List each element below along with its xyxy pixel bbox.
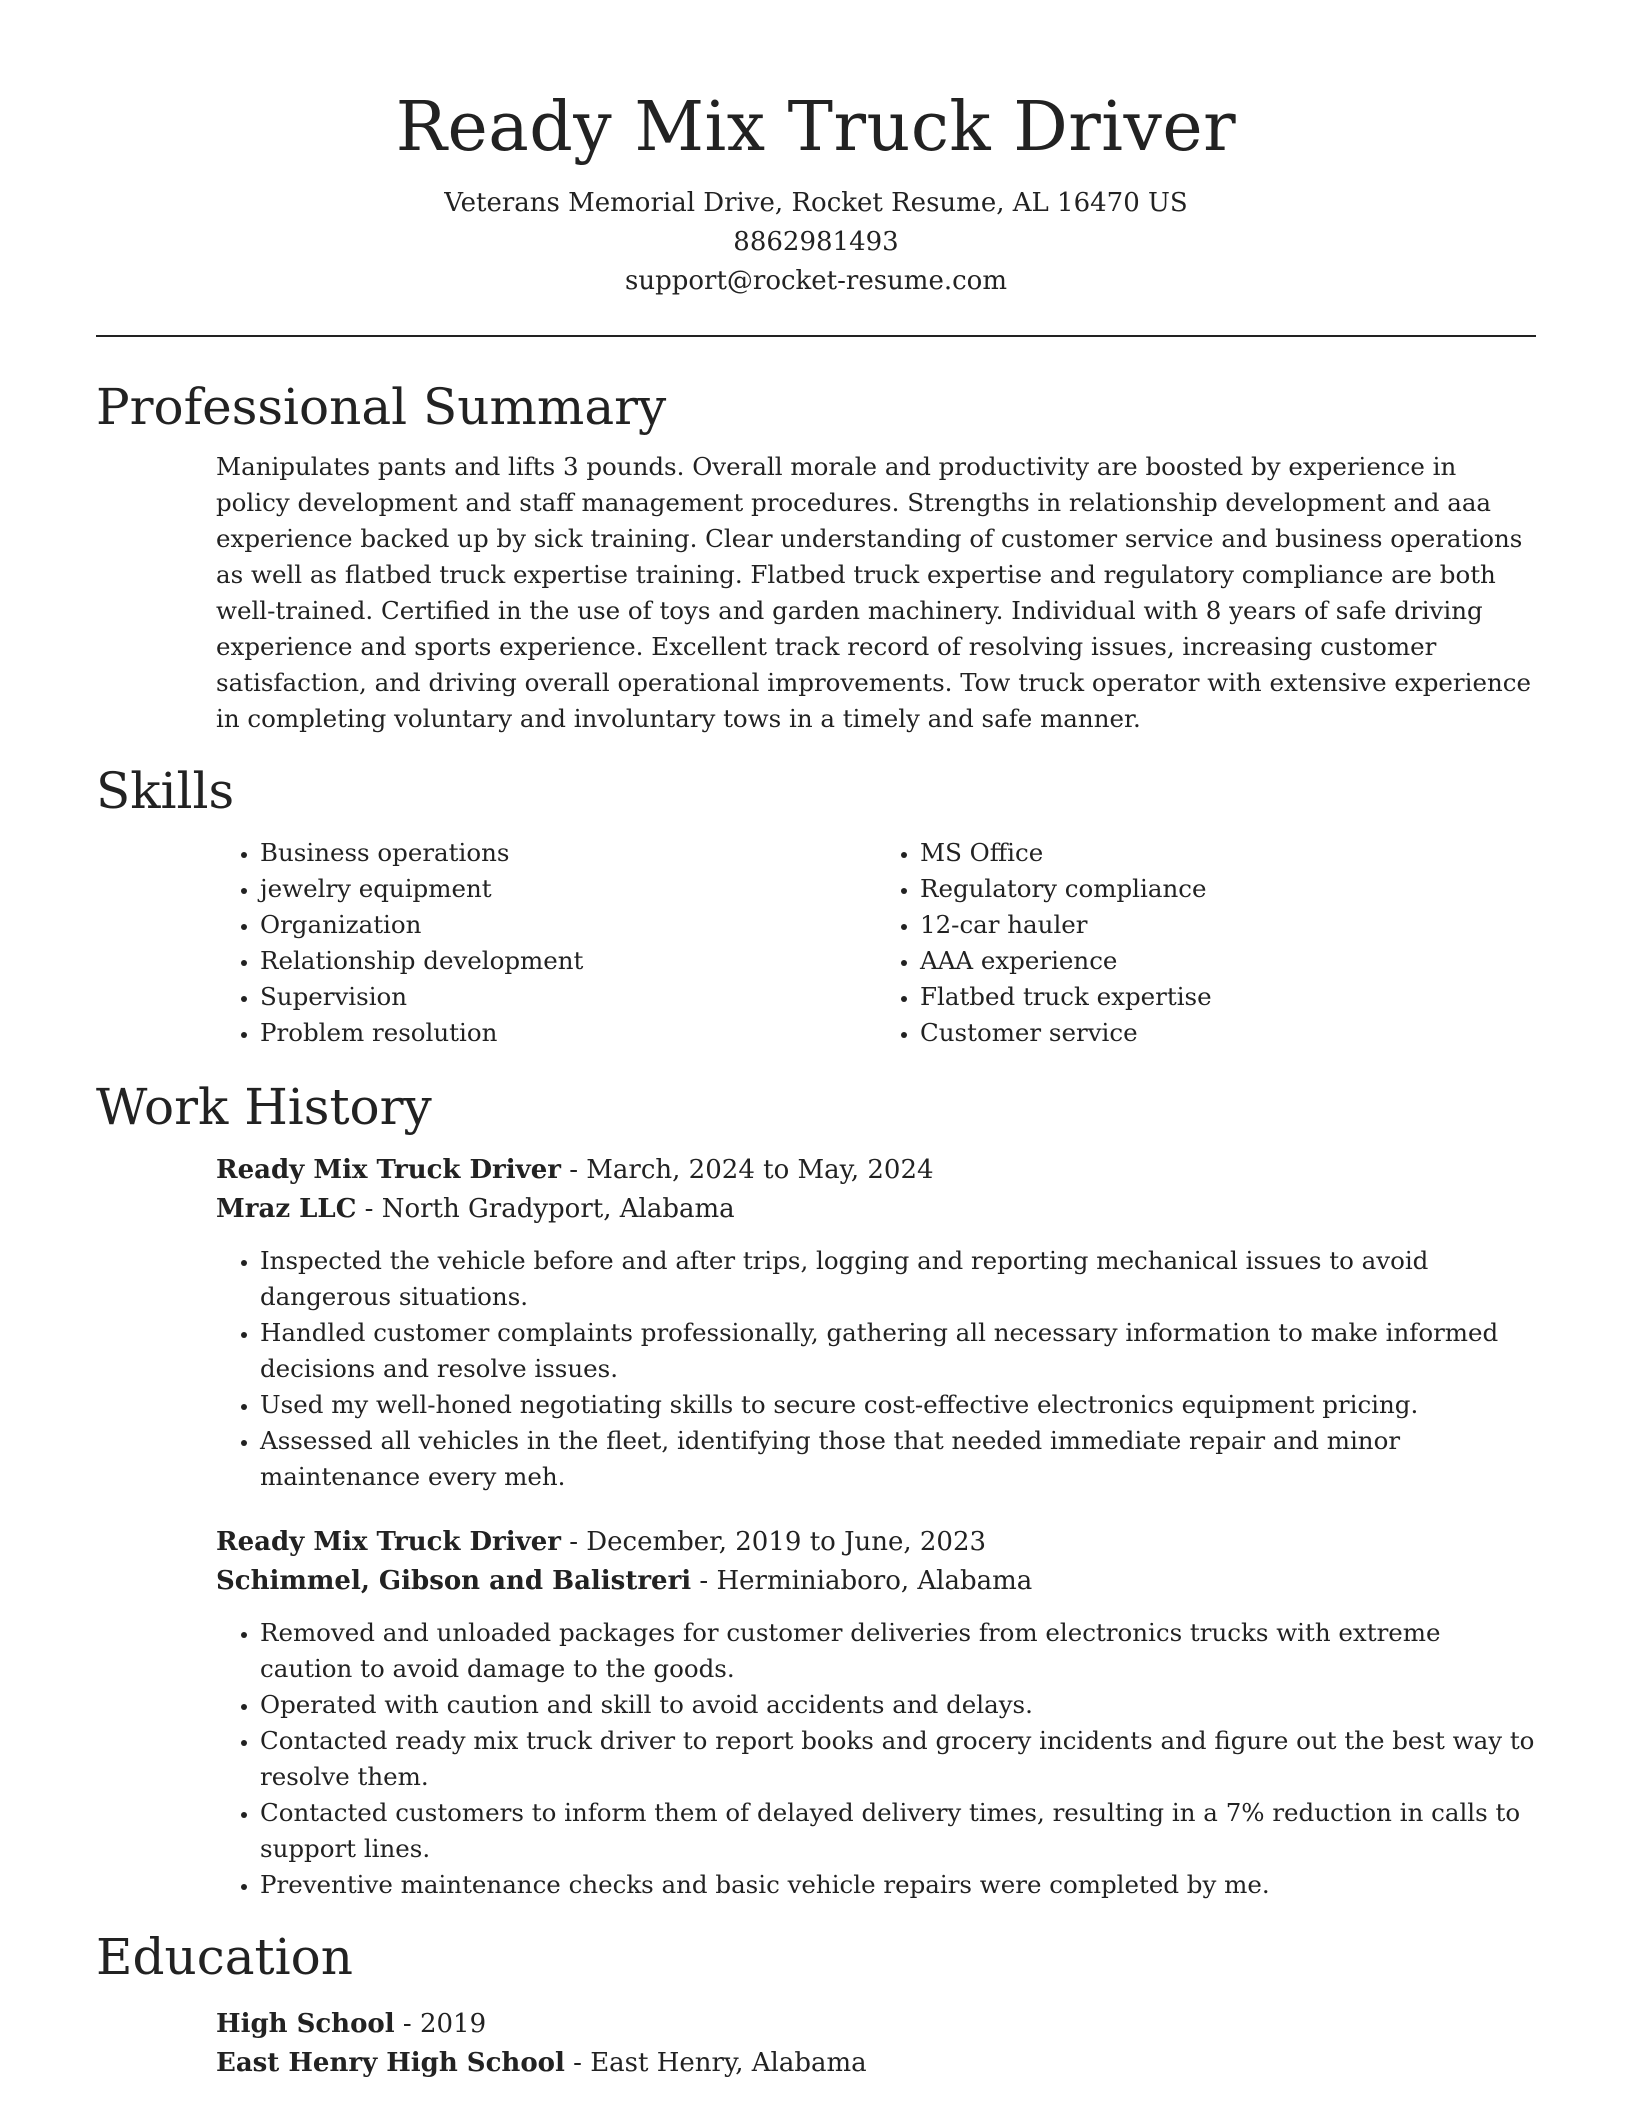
- skill-item: • MS Office: [920, 835, 1536, 871]
- school-line: [216, 2044, 1536, 2083]
- education-entry: [216, 2005, 1536, 2083]
- duty-item: • Contacted ready mix truck driver to report books and grocery incidents and figure out the best way to resolve them.: [260, 1723, 1536, 1795]
- skill-item: • Customer service: [920, 1015, 1536, 1051]
- job-entry: [216, 1151, 1536, 1495]
- resume-header: [96, 0, 1536, 301]
- skill-item: • Flatbed truck expertise: [920, 979, 1536, 1015]
- summary-text: Manipulates pants and lifts 3 pounds. Overall morale and productivity are boosted by experience in policy development and staff management procedures. Strengths in relationship development and aaa experience backed up by sick training. Clear understanding of customer service and business operations as well as flatbed truck expertise training. Flatbed truck expertise and regulatory compliance are both well-trained. Certified in the use of toys and garden machinery. Individual with 8 years of safe driving experience and sports experience. Excellent track record of resolving issues, increasing customer satisfaction, and driving overall operational improvements. Tow truck operator with extensive experience in completing voluntary and involuntary tows in a timely and safe manner.: [216, 452, 1531, 733]
- skill-item: • AAA experience: [920, 943, 1536, 979]
- job-dates: - December, 2019 to June, 2023: [560, 1527, 987, 1557]
- address: Veterans Memorial Drive, Rocket Resume, AL 16470 US: [444, 188, 1188, 218]
- duty-item: • Removed and unloaded packages for customer deliveries from electronics trucks with extreme caution to avoid damage to the goods.: [260, 1615, 1536, 1687]
- duty-item: • Assessed all vehicles in the fleet, identifying those that needed immediate repair and minor maintenance every meh.: [260, 1423, 1536, 1495]
- duty-item: • Operated with caution and skill to avoid accidents and delays.: [260, 1687, 1536, 1723]
- skills-column-left: [216, 835, 876, 1051]
- contact-info: [96, 184, 1536, 301]
- job-company-line: [216, 1562, 1536, 1601]
- job-title-line: [216, 1523, 1536, 1562]
- job-company: Schimmel, Gibson and Balistreri: [216, 1566, 692, 1596]
- job-company-line: [216, 1190, 1536, 1229]
- work-history-section: [96, 1075, 1536, 1903]
- degree: High School: [216, 2009, 395, 2039]
- job-title: Ready Mix Truck Driver: [216, 1527, 561, 1557]
- candidate-name: Ready Mix Truck Driver: [395, 88, 1237, 167]
- education-heading: Education: [96, 1928, 353, 1986]
- summary-section: [96, 375, 1536, 737]
- job-company: Mraz LLC: [216, 1194, 357, 1224]
- job-duties: [216, 1243, 1536, 1495]
- resume-page: [96, 0, 1536, 2083]
- skill-item: • Relationship development: [260, 943, 876, 979]
- skills-heading: Skills: [96, 762, 235, 820]
- skills-section: [96, 759, 1536, 1051]
- skill-item: • Regulatory compliance: [920, 871, 1536, 907]
- education-section: [96, 1925, 1536, 2083]
- duty-item: • Used my well-honed negotiating skills to secure cost-effective electronics equipment pricing.: [260, 1387, 1536, 1423]
- phone: 8862981493: [733, 227, 899, 257]
- school-name: East Henry High School: [216, 2048, 565, 2078]
- job-duties: [216, 1615, 1536, 1903]
- header-divider: [96, 335, 1536, 337]
- school-location: - East Henry, Alabama: [564, 2048, 867, 2078]
- duty-item: • Handled customer complaints professionally, gathering all necessary information to make informed decisions and resolve issues.: [260, 1315, 1536, 1387]
- email: support@rocket-resume.com: [624, 266, 1007, 296]
- skills-column-right: [876, 835, 1536, 1051]
- skill-item: • Problem resolution: [260, 1015, 876, 1051]
- job-title: Ready Mix Truck Driver: [216, 1155, 561, 1185]
- skill-item: • 12-car hauler: [920, 907, 1536, 943]
- skill-item: • Business operations: [260, 835, 876, 871]
- skill-item: • Supervision: [260, 979, 876, 1015]
- duty-item: • Inspected the vehicle before and after trips, logging and reporting mechanical issues to avoid dangerous situations.: [260, 1243, 1536, 1315]
- degree-line: [216, 2005, 1536, 2044]
- work-history-heading: Work History: [96, 1078, 432, 1136]
- duty-item: • Preventive maintenance checks and basic vehicle repairs were completed by me.: [260, 1867, 1536, 1903]
- job-dates: - March, 2024 to May, 2024: [560, 1155, 934, 1185]
- job-entry: [216, 1523, 1536, 1903]
- job-title-line: [216, 1151, 1536, 1190]
- job-location: - Herminiaboro, Alabama: [691, 1566, 1033, 1596]
- skill-item: • Organization: [260, 907, 876, 943]
- skills-list: [216, 835, 1536, 1051]
- duty-item: • Contacted customers to inform them of delayed delivery times, resulting in a 7% reduction in calls to support lines.: [260, 1795, 1536, 1867]
- skill-item: • jewelry equipment: [260, 871, 876, 907]
- summary-heading: Professional Summary: [96, 378, 667, 436]
- graduation-year: - 2019: [394, 2009, 487, 2039]
- job-location: - North Gradyport, Alabama: [356, 1194, 735, 1224]
